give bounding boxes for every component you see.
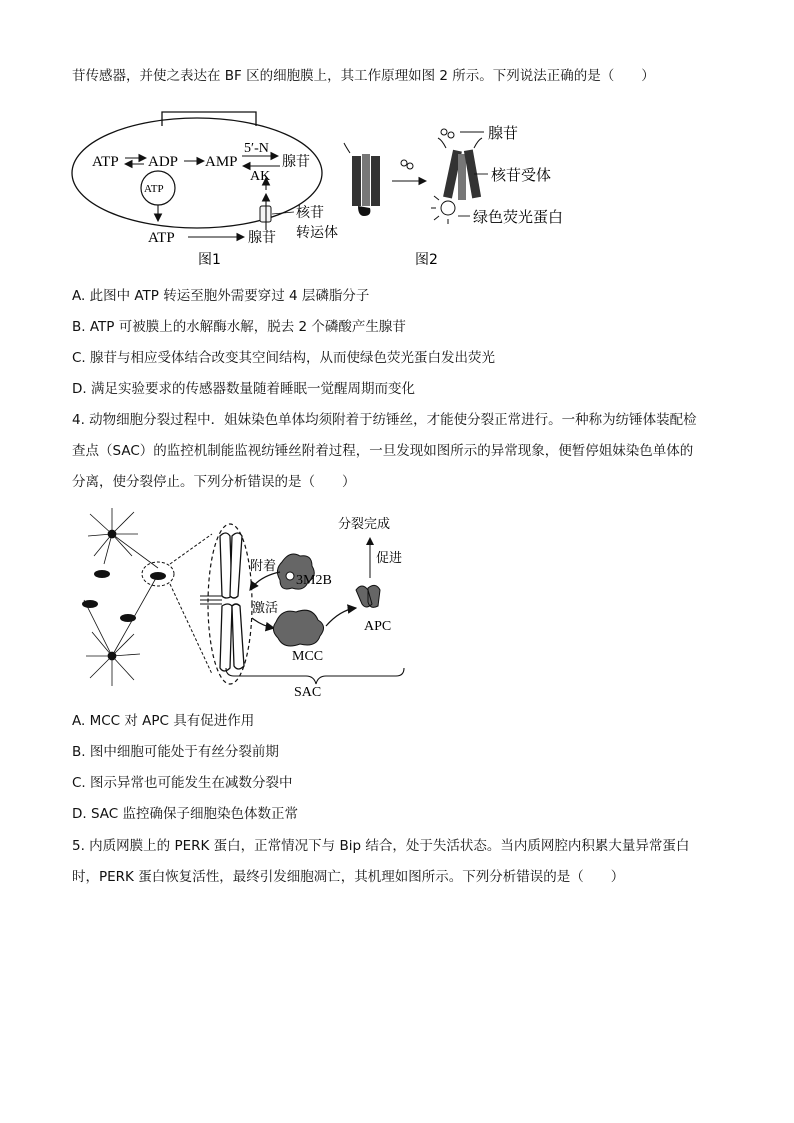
fig1-caption: 图1 xyxy=(198,252,221,268)
spindle-pole-bottom xyxy=(84,578,156,686)
adenosine-out-label: 腺苷 xyxy=(248,230,276,246)
q3-option-a: A. 此图中 ATP 转运至胞外需要穿过 4 层磷脂分子 xyxy=(72,288,370,304)
mcc-blob xyxy=(273,610,323,646)
ak-label: AK xyxy=(250,169,271,184)
promote-label: 促进 xyxy=(376,551,403,566)
legend-adenosine: 腺苷 xyxy=(488,124,519,142)
sac-brace xyxy=(226,668,404,684)
q4-stem-line-1: 4. 动物细胞分裂过程中．姐妹染色单体均须附着于纺锤丝，才能使分裂正常进行。一种称为纺锤体装配检 xyxy=(72,412,697,428)
atp-vesicle-label: ATP xyxy=(144,183,164,195)
atp-label: ATP xyxy=(92,154,119,170)
complete-label: 分裂完成 xyxy=(338,517,391,532)
q3-option-b: B. ATP 可被膜上的水解酶水解，脱去 2 个磷酸产生腺苷 xyxy=(72,319,406,335)
amp-label: AMP xyxy=(205,154,238,170)
spindle-pole-top xyxy=(88,508,158,568)
apc-blob xyxy=(356,585,380,607)
q3-option-c: C. 腺苷与相应受体结合改变其空间结构，从而使绿色荧光蛋白发出荧光 xyxy=(72,350,496,366)
atp-out-label: ATP xyxy=(148,230,175,246)
receptor-inactive xyxy=(344,143,380,216)
activate-label: 激活 xyxy=(252,601,279,616)
m2b-label: 3M2B xyxy=(296,573,332,588)
q4-option-b: B. 图中细胞可能处于有丝分裂前期 xyxy=(72,744,279,760)
q3-option-d: D. 满足实验要求的传感器数量随着睡眠一觉醒周期而变化 xyxy=(72,381,415,397)
q5-stem-line-1: 5. 内质网膜上的 PERK 蛋白，正常情况下与 Bip 结合，处于失活状态。当内质网腔内积累大量异常蛋白 xyxy=(72,838,690,854)
chromosome-small xyxy=(82,570,166,622)
adp-label: ADP xyxy=(148,154,179,170)
cell-ellipse xyxy=(72,118,322,228)
figure-1-2 xyxy=(70,108,590,273)
legend-gfp: 绿色荧光蛋白 xyxy=(473,208,564,226)
fig2-caption: 图2 xyxy=(415,252,438,268)
q4-option-d: D. SAC 监控确保子细胞染色体数正常 xyxy=(72,806,299,822)
chromosome-large xyxy=(220,533,244,671)
transporter-label-2: 转运体 xyxy=(296,225,338,241)
gfp-glow-icon xyxy=(441,201,455,215)
q4-stem-line-3: 分离，使分裂停止。下列分析错误的是（ ） xyxy=(72,474,356,490)
q5-stem-line-2: 时，PERK 蛋白恢复活性，最终引发细胞凋亡，其机理如图所示。下列分析错误的是（ ） xyxy=(72,869,625,885)
figure-sac xyxy=(70,506,430,702)
q4-stem-line-2: 查点（SAC）的监控机制能监视纺锤丝附着过程，一旦发现如图所示的异常现象，便暂停姐妹染色单体的 xyxy=(72,443,694,459)
sac-label: SAC xyxy=(294,685,322,700)
five-n-label: 5′-N xyxy=(244,141,269,156)
q4-option-a: A. MCC 对 APC 具有促进作用 xyxy=(72,713,255,729)
transporter-label-1: 核苷 xyxy=(296,205,324,221)
question-intro-line: 苷传感器，并使之表达在 BF 区的细胞膜上，其工作原理如图 2 所示。下列说法正确的是（ ） xyxy=(72,68,655,84)
q4-option-c: C. 图示异常也可能发生在减数分裂中 xyxy=(72,775,293,791)
adenosine-label: 腺苷 xyxy=(282,154,310,170)
adenosine-molecule-icon xyxy=(401,160,413,169)
mcc-label: MCC xyxy=(292,649,324,664)
attach-label: 附着 xyxy=(250,559,277,574)
legend-receptor: 核苷受体 xyxy=(491,166,552,184)
apc-label: APC xyxy=(364,619,392,634)
